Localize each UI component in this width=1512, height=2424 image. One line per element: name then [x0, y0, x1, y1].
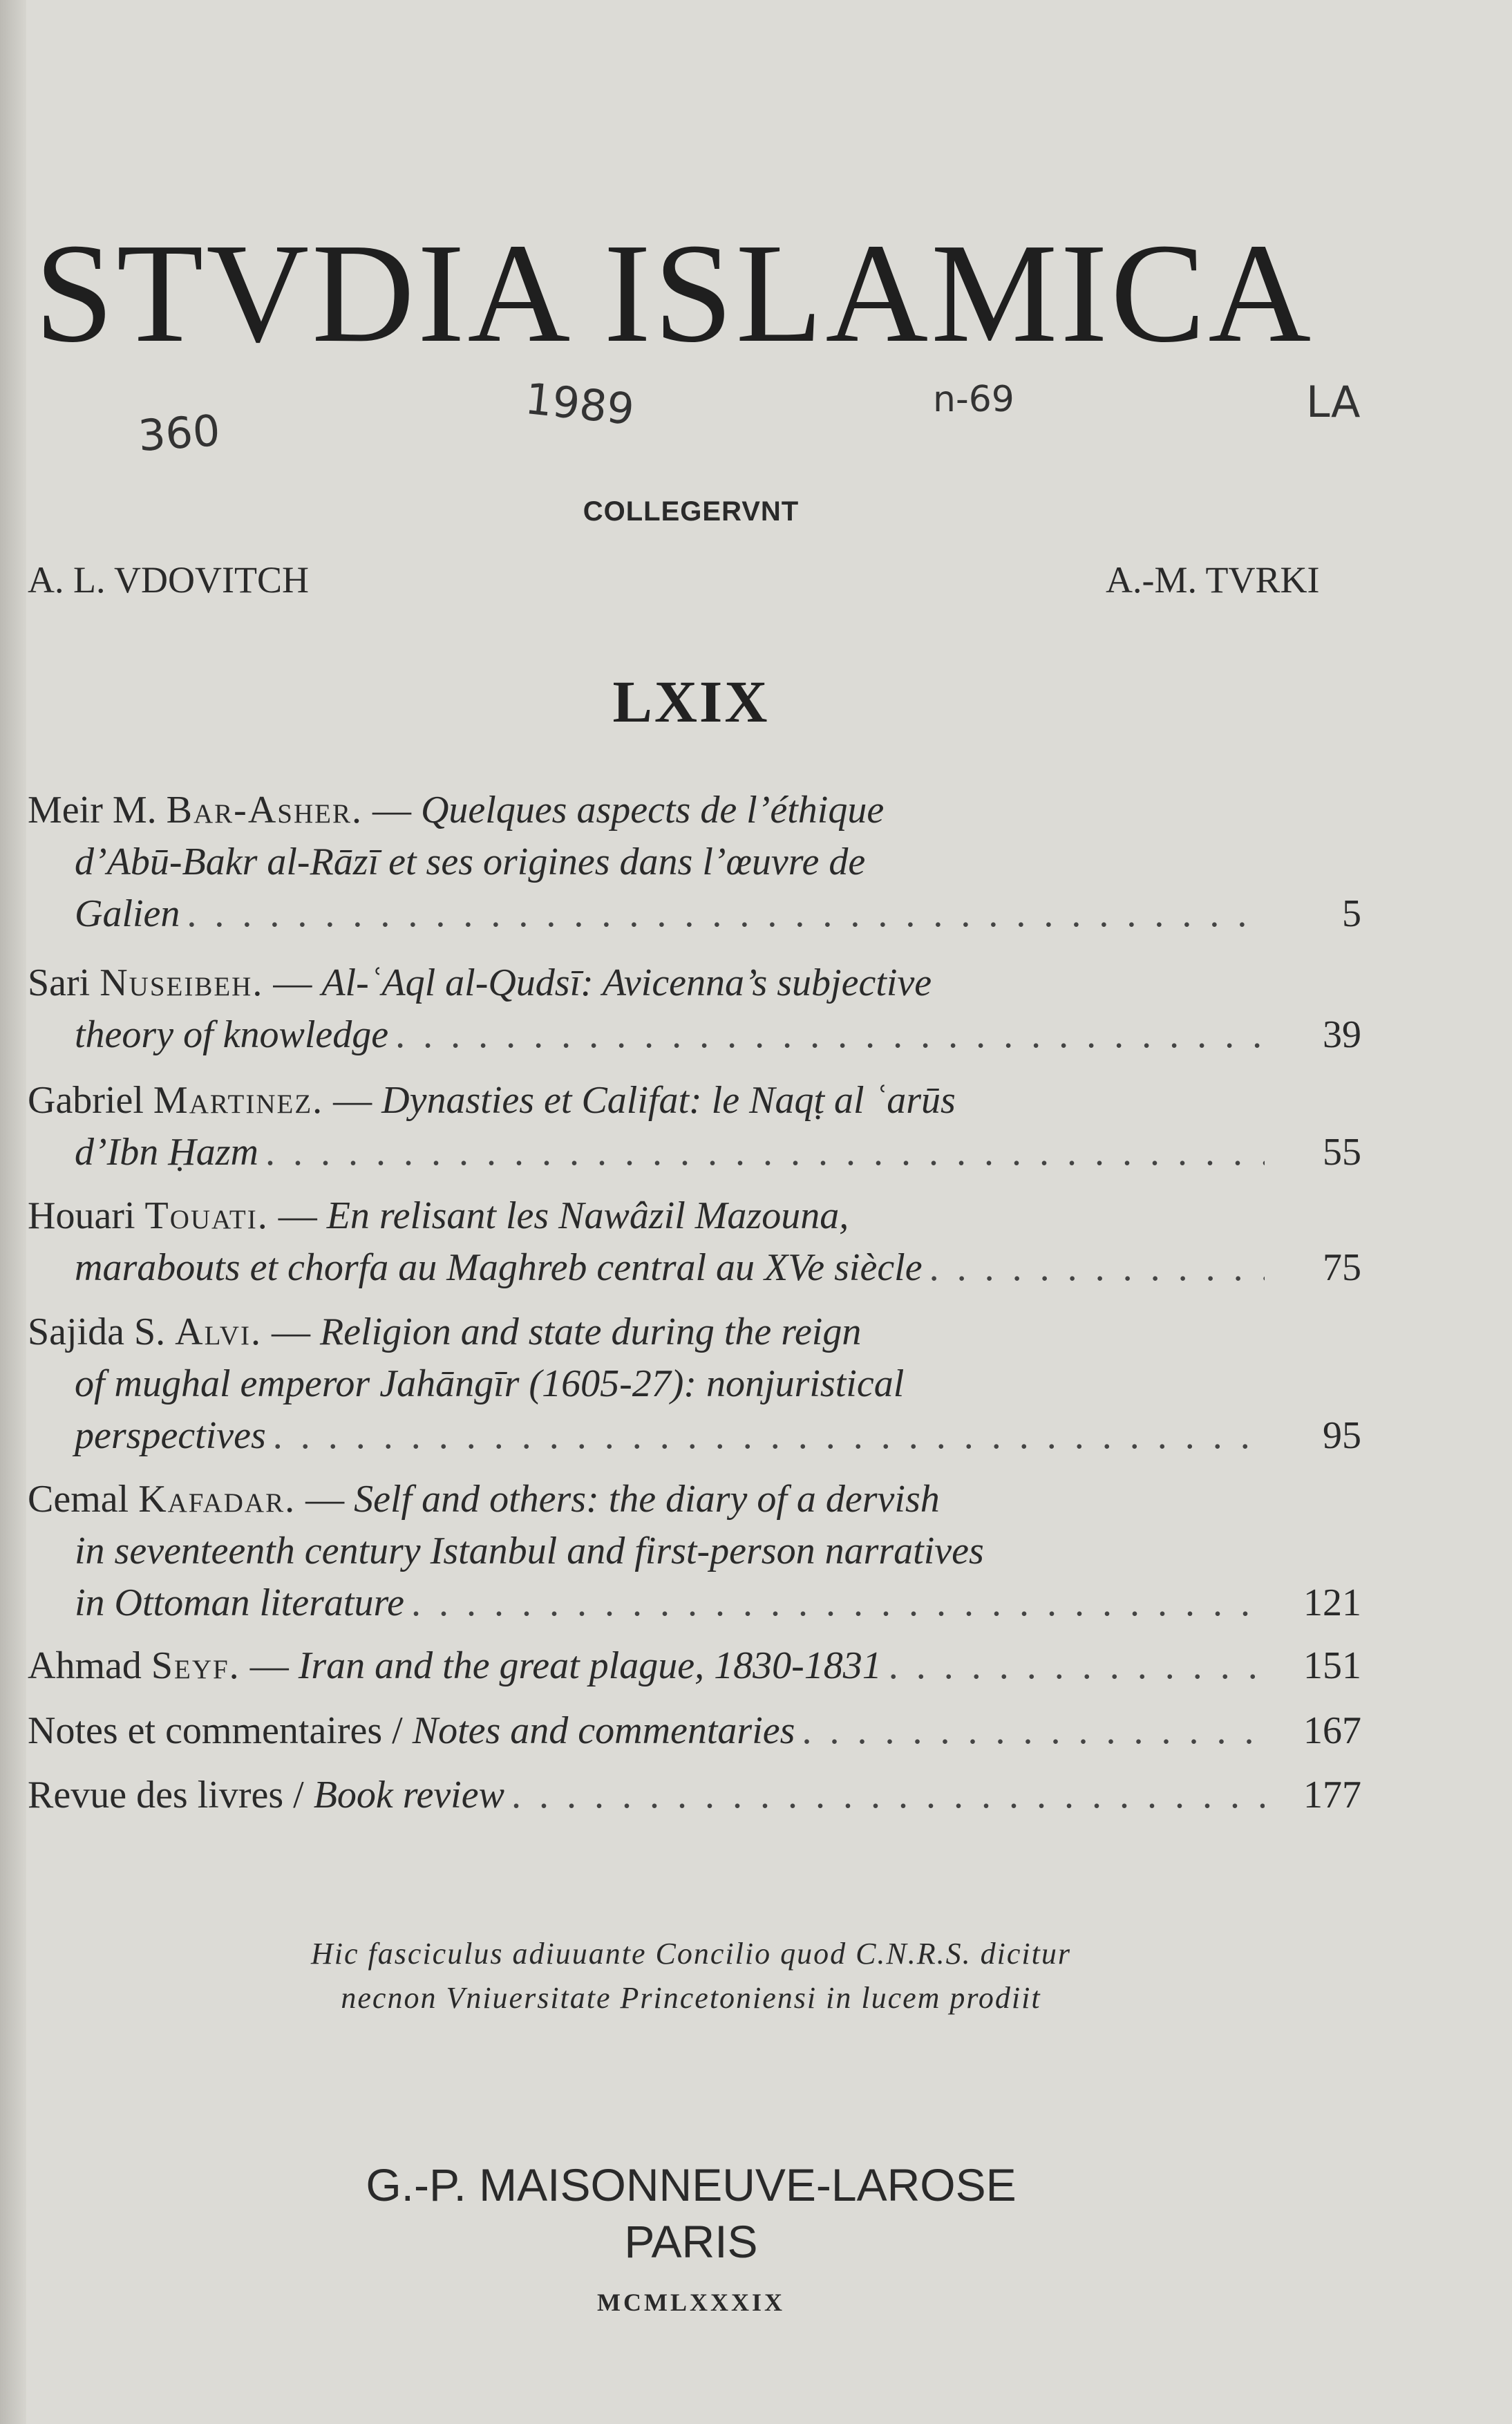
article-title-part: Self and others: the diary of a dervish — [354, 1478, 940, 1521]
publisher-city: PARIS — [624, 2216, 758, 2267]
article-title-part: Quelques aspects de l’éthique — [420, 789, 885, 832]
page-number: 151 — [1303, 1644, 1361, 1687]
dot-leader — [511, 1769, 1265, 1821]
book-spine-edge — [0, 0, 26, 2424]
toc-leader-line — [28, 1577, 1368, 1629]
section-title-translation: Notes and commentaries — [412, 1709, 795, 1752]
article-title-part: d’Ibn Ḥazm — [75, 1131, 258, 1174]
dot-leader — [187, 888, 1265, 940]
author-last-name: Seyf. — [151, 1644, 240, 1687]
handwritten-note-1: 360 — [136, 404, 222, 462]
toc-leader-line — [28, 1640, 1368, 1692]
page-number: 55 — [1323, 1131, 1361, 1174]
dot-leader — [802, 1705, 1265, 1757]
section-title: Notes et commentaires / — [28, 1709, 403, 1752]
author-last-name: Alvi. — [175, 1310, 262, 1353]
editor-right: A.-M. TVRKI — [1106, 559, 1320, 601]
article-title-part: in Ottoman literature — [75, 1581, 405, 1624]
toc-entry — [28, 1705, 1368, 1757]
toc-line — [28, 784, 1368, 836]
publication-year: MCMLXXXIX — [597, 2289, 785, 2316]
dash: — — [268, 1194, 327, 1237]
toc-leader-line — [28, 1127, 1368, 1178]
dash: — — [323, 1079, 382, 1122]
toc-line-text — [28, 1640, 882, 1692]
toc-leader-line — [28, 1009, 1368, 1061]
toc-line — [28, 1306, 1368, 1358]
dot-leader — [265, 1127, 1265, 1178]
article-title-part: theory of knowledge — [75, 1013, 389, 1056]
article-title-part: Al-ʿAql al-Qudsī: Avicenna’s subjective — [321, 961, 932, 1004]
editor-left: A. L. VDOVITCH — [28, 559, 309, 601]
author-first-name: Sari — [28, 961, 91, 1004]
section-title-translation: Book review — [313, 1774, 504, 1816]
handwritten-note-3: n-69 — [933, 379, 1014, 420]
page-number: 39 — [1323, 1013, 1361, 1056]
dash: — — [240, 1644, 299, 1687]
article-title-part: in seventeenth century Istanbul and first-person narratives — [75, 1530, 984, 1572]
article-title-part: Dynasties et Califat: le Naqṭ al ʿarūs — [381, 1079, 956, 1122]
toc-line — [28, 1075, 1368, 1127]
dot-leader — [929, 1242, 1265, 1294]
dash: — — [296, 1478, 355, 1521]
toc-entry — [28, 1306, 1368, 1462]
colophon-line: Hic fasciculus adiuuante Concilio quod C.N.R.S. dicitur — [311, 1937, 1071, 1971]
page-number: 95 — [1323, 1414, 1361, 1457]
article-title-part: perspectives — [75, 1414, 266, 1457]
author-first-name: Gabriel — [28, 1079, 144, 1122]
dot-leader — [411, 1577, 1265, 1629]
dash: — — [261, 1310, 320, 1353]
author-first-name: Cemal — [28, 1478, 129, 1521]
page-number: 177 — [1303, 1774, 1361, 1816]
toc-line — [28, 957, 1368, 1009]
toc-entry — [28, 784, 1368, 940]
article-title-part: d’Abū-Bakr al-Rāzī et ses origines dans l’œuvre de — [75, 840, 866, 883]
author-last-name: Touati. — [144, 1194, 269, 1237]
toc-entry — [28, 1075, 1368, 1178]
colophon — [0, 1932, 1382, 2020]
page-number: 75 — [1323, 1246, 1361, 1289]
dash: — — [263, 961, 322, 1004]
volume-number: LXIX — [612, 668, 770, 735]
collegervnt-label: COLLEGERVNT — [583, 496, 800, 527]
article-title-part: of mughal emperor Jahāngīr (1605-27): nonjuristical — [75, 1362, 905, 1405]
toc-entry — [28, 1640, 1368, 1692]
toc-leader-line — [28, 888, 1368, 940]
toc-line-text — [28, 1705, 795, 1757]
toc-entry — [28, 1190, 1368, 1294]
toc-entry — [28, 1474, 1368, 1629]
dot-leader — [889, 1640, 1265, 1692]
article-title-part: En relisant les Nawâzil Mazouna, — [326, 1194, 849, 1237]
page-number: 5 — [1342, 892, 1361, 935]
toc-line-text — [28, 1769, 504, 1821]
toc-leader-line — [28, 1410, 1368, 1462]
author-last-name: Nuseibeh. — [100, 961, 264, 1004]
toc-leader-line — [28, 1769, 1368, 1821]
toc-leader-line — [28, 1242, 1368, 1294]
handwritten-note-2: 1989 — [522, 373, 637, 435]
dot-leader — [395, 1009, 1265, 1061]
page-number: 121 — [1303, 1581, 1361, 1624]
dash: — — [362, 789, 421, 832]
author-first-name: Houari — [28, 1194, 135, 1237]
publisher-name: G.-P. MAISONNEUVE-LAROSE — [366, 2159, 1017, 2210]
author-last-name: Kafadar. — [138, 1478, 296, 1521]
dot-leader — [273, 1410, 1265, 1462]
article-title-part: Religion and state during the reign — [319, 1310, 862, 1353]
toc-entry — [28, 957, 1368, 1061]
toc-entry — [28, 1769, 1368, 1821]
publisher-block — [0, 2157, 1382, 2270]
author-first-name: Sajida S. — [28, 1310, 166, 1353]
toc-line — [28, 1190, 1368, 1242]
author-last-name: Bar-Asher. — [166, 789, 363, 832]
handwritten-note-4: LA — [1306, 377, 1361, 427]
author-first-name: Ahmad — [28, 1644, 142, 1687]
article-title-part: Iran and the great plague, 1830-1831 — [298, 1644, 882, 1687]
journal-title: STVDIA ISLAMICA — [35, 214, 1314, 372]
article-title-part: Galien — [75, 892, 180, 935]
article-title-part: marabouts et chorfa au Maghreb central au XVe siècle — [75, 1246, 923, 1289]
author-last-name: Martinez. — [153, 1079, 324, 1122]
toc-line — [28, 1474, 1368, 1525]
page-number: 167 — [1303, 1709, 1361, 1752]
author-first-name: Meir M. — [28, 789, 157, 832]
toc-leader-line — [28, 1705, 1368, 1757]
section-title: Revue des livres / — [28, 1774, 304, 1816]
colophon-line: necnon Vniuersitate Princetoniensi in lucem prodiit — [341, 1981, 1041, 2015]
